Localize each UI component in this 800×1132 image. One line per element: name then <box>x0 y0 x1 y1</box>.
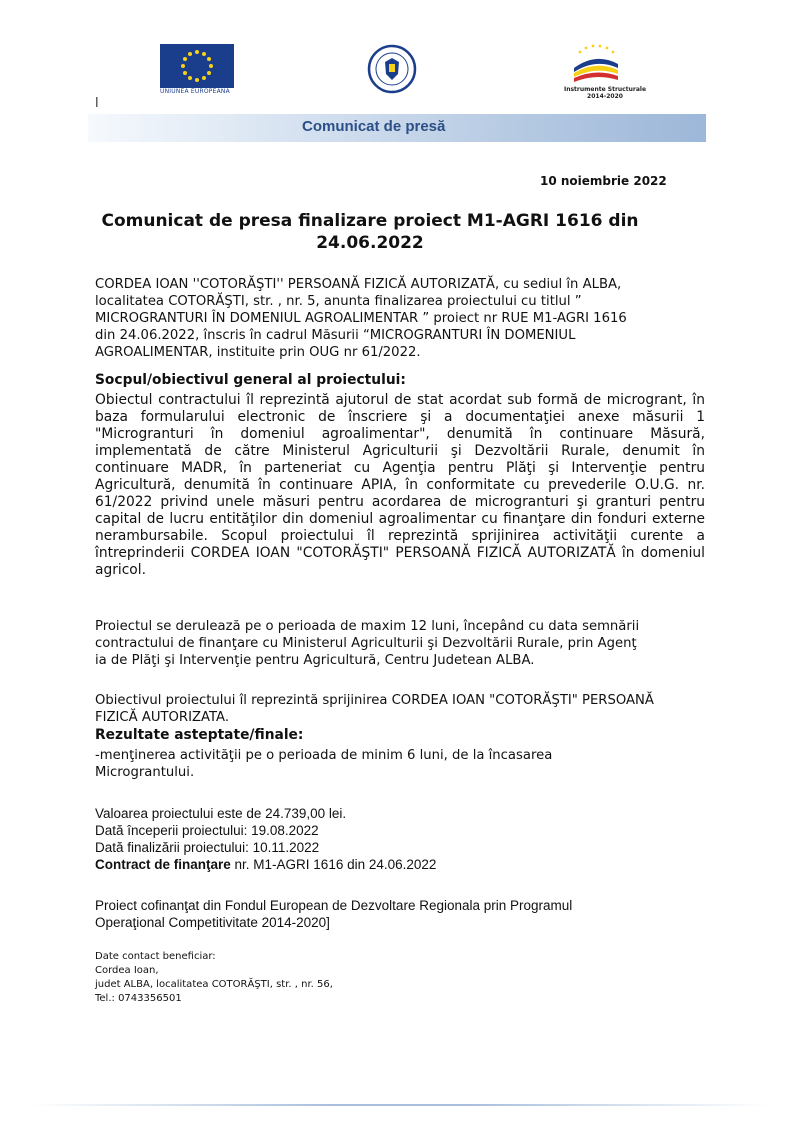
contact-block: Date contact beneficiar: Cordea Ioan, judet ALBA, localitatea COTORĂŞTI, str. , nr. 56, Tel.: 0743356501 <box>95 951 333 1004</box>
results-paragraph: -menţinerea activităţii pe o perioada de minim 6 luni, de la încasarea Micrograntului. <box>95 748 553 780</box>
project-end: Dată finalizării proiectului: 10.11.2022 <box>95 840 320 855</box>
eu-flag-icon <box>160 44 234 88</box>
stray-character: l <box>95 96 99 111</box>
objective-heading: Socpul/obiectivul general al proiectului: <box>95 372 406 388</box>
logo-bar <box>0 40 800 100</box>
project-value: Valoarea proiectului este de 24.739,00 lei. <box>95 806 347 821</box>
project-details <box>95 805 705 873</box>
eu-caption: UNIUNEA EUROPEANĂ <box>160 88 230 95</box>
press-banner <box>88 114 706 142</box>
project-start: Dată începerii proiectului: 19.08.2022 <box>95 823 319 838</box>
cofinancing-note: Proiect cofinanţat din Fondul European de Dezvoltare Regionala prin Programul Operaţional Competitivitate 2014-2020] <box>95 898 573 930</box>
support-paragraph: Obiectivul proiectului îl reprezintă sprijinirea CORDEA IOAN "COTORĂŞTI" PERSOANĂ FIZICĂ AUTORIZATA. <box>95 693 654 725</box>
release-date: 10 noiembrie 2022 <box>540 174 667 188</box>
financing-contract: Contract de finanţare nr. M1-AGRI 1616 din 24.06.2022 <box>95 857 437 872</box>
results-heading: Rezultate asteptate/finale: <box>95 727 304 743</box>
footer-divider <box>30 1104 770 1106</box>
intro-paragraph: CORDEA IOAN ''COTORĂŞTI'' PERSOANĂ FIZICĂ AUTORIZATĂ, cu sediul în ALBA, localitatea COTORĂŞTI, str. , nr. 5, anunta finalizarea proiectului cu titlul ” MICROGRANTURI ÎN DOMENIUL AGROALIMENTAR ” proiect nr RUE M1-AGRI 1616 din 24.06.2022, înscris în cadrul Măsurii “MICROGRANTURI ÎN DOMENIUL AGROALIMENTAR, instituite prin OUG nr 61/2022. <box>95 277 627 360</box>
structural-instruments-logo-icon <box>566 42 626 86</box>
duration-paragraph: Proiectul se derulează pe o perioada de maxim 12 luni, începând cu data semnării contractului de finanţare cu Ministerul Agriculturii şi Dezvoltării Rurale, prin Agenţ ia de Plăţi şi Intervenţie pentru Agricultură, Centru Judetean ALBA. <box>95 619 640 668</box>
banner-title: Comunicat de presă <box>302 118 446 135</box>
structural-instruments-caption: Instrumente Structurale 2014-2020 <box>563 86 647 100</box>
objective-paragraph: Obiectul contractului îl reprezintă ajutorul de stat acordat sub formă de microgrant, în baza formularului electronic de înscriere şi a documentaţiei anexe măsurii 1 "Microgranturi în domeniul agroalimentar", denumită în continuare Măsură, implementată de către Ministerul Agriculturii şi Dezvoltării Rurale, denumit în continuare MADR, în parteneriat cu Agenţia pentru Plăţi şi Intervenţie pentru Agricultură, denumită în continuare APIA, în conformitate cu prevederile O.U.G. nr. 61/2022 privind unele măsuri pentru acordarea de microgranturi şi granturi pentru capital de lucru entităţilor din domeniul agroalimentar cu finanţare din fonduri externe nerambursabile. Scopul proiectului îl reprezintă sprijinirea activităţii curente a întreprinderii CORDEA IOAN "COTORĂŞTI" PERSOANĂ FIZICĂ AUTORIZATĂ în domeniul agricol. <box>95 392 705 578</box>
document-title: Comunicat de presa finalizare proiect M1-AGRI 1616 din 24.06.2022 <box>101 211 639 253</box>
government-seal-icon <box>367 44 417 94</box>
